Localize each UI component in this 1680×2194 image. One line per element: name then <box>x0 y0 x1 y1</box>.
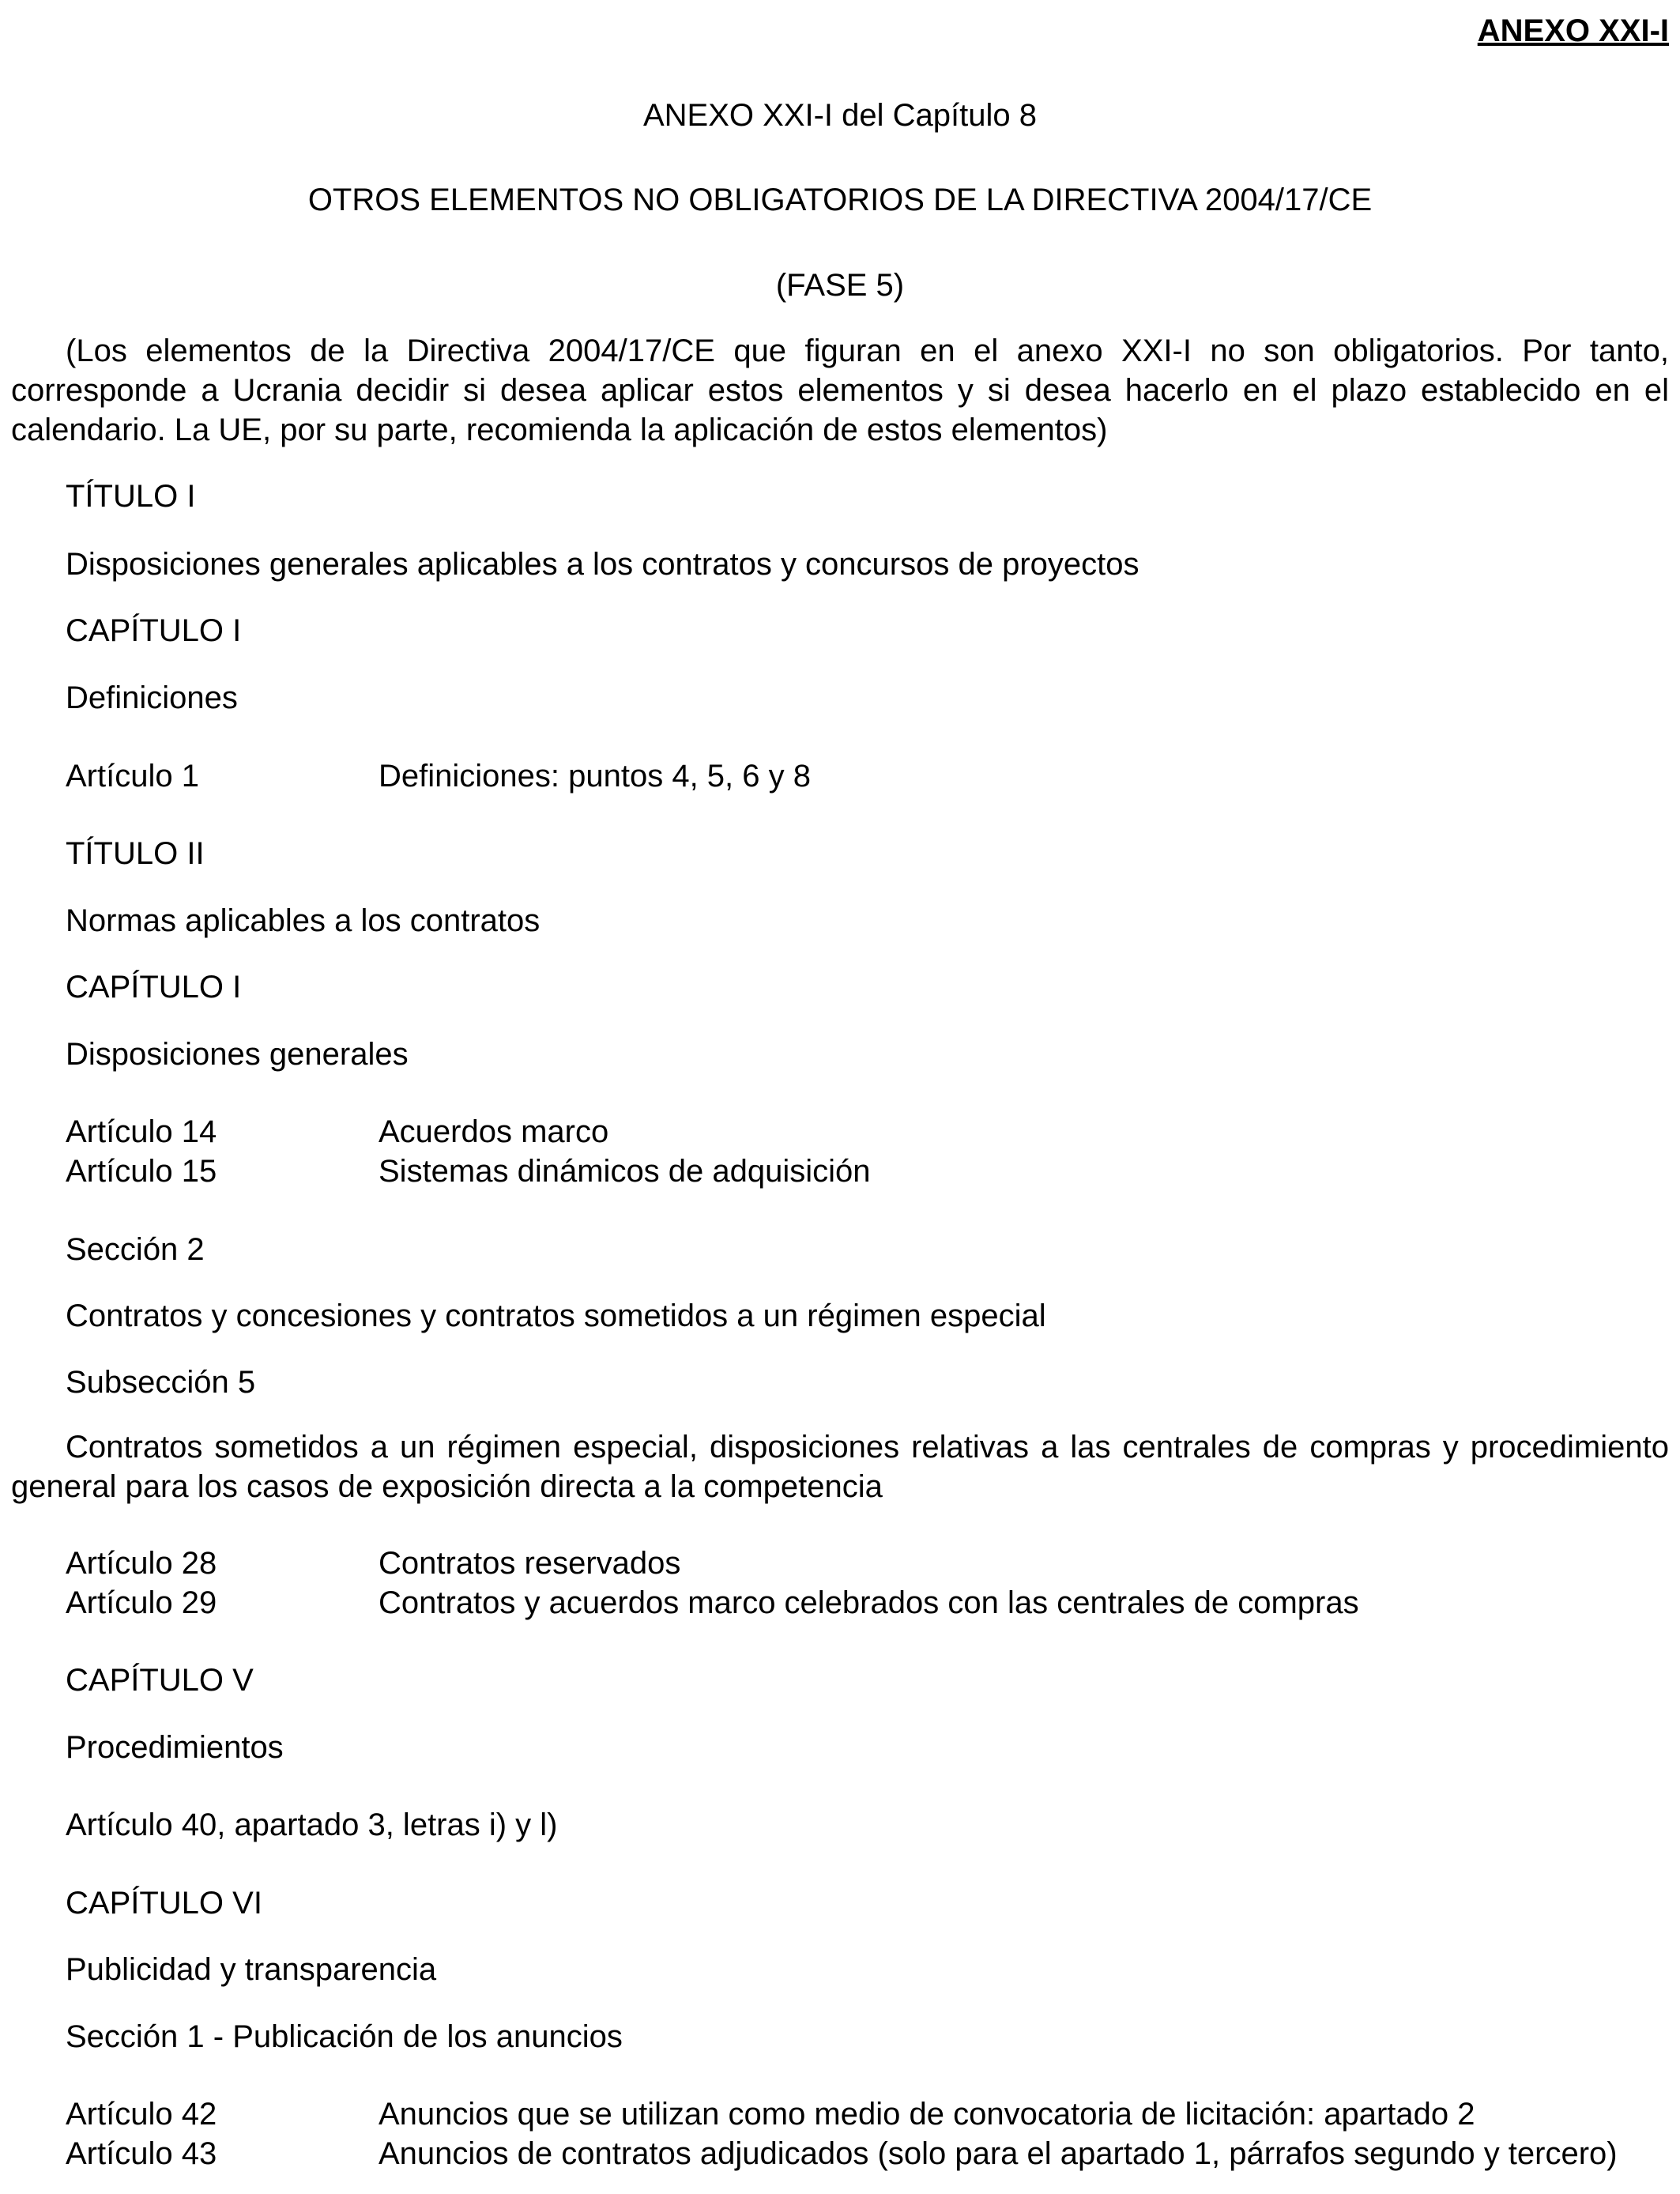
phase-label: (FASE 5) <box>775 268 905 303</box>
capitulo-1-name: Disposiciones generales <box>66 1037 409 1072</box>
article-description: Acuerdos marco <box>379 1114 609 1149</box>
article-number: Artículo 14 <box>66 1114 217 1149</box>
titulo-1-name: Disposiciones generales aplicables a los contratos y concursos de proyectos <box>66 547 1139 582</box>
capitulo-6-heading: CAPÍTULO VI <box>66 1886 262 1921</box>
capitulo-1-heading: CAPÍTULO I <box>66 970 242 1005</box>
capitulo-5-heading: CAPÍTULO V <box>66 1663 254 1698</box>
article-description: Anuncios de contratos adjudicados (solo para el apartado 1, párrafos segundo y tercero) <box>379 2136 1618 2171</box>
article-description: Anuncios que se utilizan como medio de convocatoria de licitación: apartado 2 <box>379 2097 1475 2132</box>
article-number: Artículo 29 <box>66 1585 217 1620</box>
seccion-2-heading: Sección 2 <box>66 1232 205 1267</box>
subseccion-5-name: Contratos sometidos a un régimen especial, disposiciones relativas a las centrales de compras y procedimiento general para los casos de exposición directa a la competencia <box>11 1430 1669 1504</box>
article-line: Artículo 40, apartado 3, letras i) y l) <box>66 1808 558 1842</box>
article-description: Contratos y acuerdos marco celebrados con las centrales de compras <box>379 1585 1359 1620</box>
article-number: Artículo 15 <box>66 1154 217 1189</box>
document-title: ANEXO XXI-I del Capítulo 8 <box>642 98 1037 133</box>
capitulo-1-heading: CAPÍTULO I <box>66 613 242 648</box>
intro-paragraph: (Los elementos de la Directiva 2004/17/CE que figuran en el anexo XXI-I no son obligatorios. Por tanto, corresponde a Ucrania decidir si desea aplicar estos elementos y si desea hacerlo en el plazo establecido en el calendario. La UE, por su parte, recomienda la aplicación de estos elementos) <box>11 334 1669 447</box>
titulo-2-name: Normas aplicables a los contratos <box>66 903 541 938</box>
capitulo-1-name: Definiciones <box>66 680 238 715</box>
capitulo-5-name: Procedimientos <box>66 1730 284 1765</box>
annex-tag: ANEXO XXI-I <box>1477 13 1669 48</box>
article-number: Artículo 42 <box>66 2097 217 2132</box>
article-description: Contratos reservados <box>379 1546 681 1581</box>
article-number: Artículo 43 <box>66 2136 217 2171</box>
article-description: Sistemas dinámicos de adquisición <box>379 1154 871 1189</box>
seccion-1-heading: Sección 1 - Publicación de los anuncios <box>66 2019 623 2054</box>
capitulo-6-name: Publicidad y transparencia <box>66 1952 437 1987</box>
article-number: Artículo 28 <box>66 1546 217 1581</box>
document-subtitle: OTROS ELEMENTOS NO OBLIGATORIOS DE LA DIRECTIVA 2004/17/CE <box>307 183 1373 217</box>
article-number: Artículo 1 <box>66 759 199 794</box>
article-description: Definiciones: puntos 4, 5, 6 y 8 <box>379 759 811 794</box>
subseccion-5-heading: Subsección 5 <box>66 1365 256 1400</box>
titulo-2-heading: TÍTULO II <box>66 836 205 871</box>
seccion-2-name: Contratos y concesiones y contratos sometidos a un régimen especial <box>66 1299 1046 1333</box>
titulo-1-heading: TÍTULO I <box>66 479 196 514</box>
